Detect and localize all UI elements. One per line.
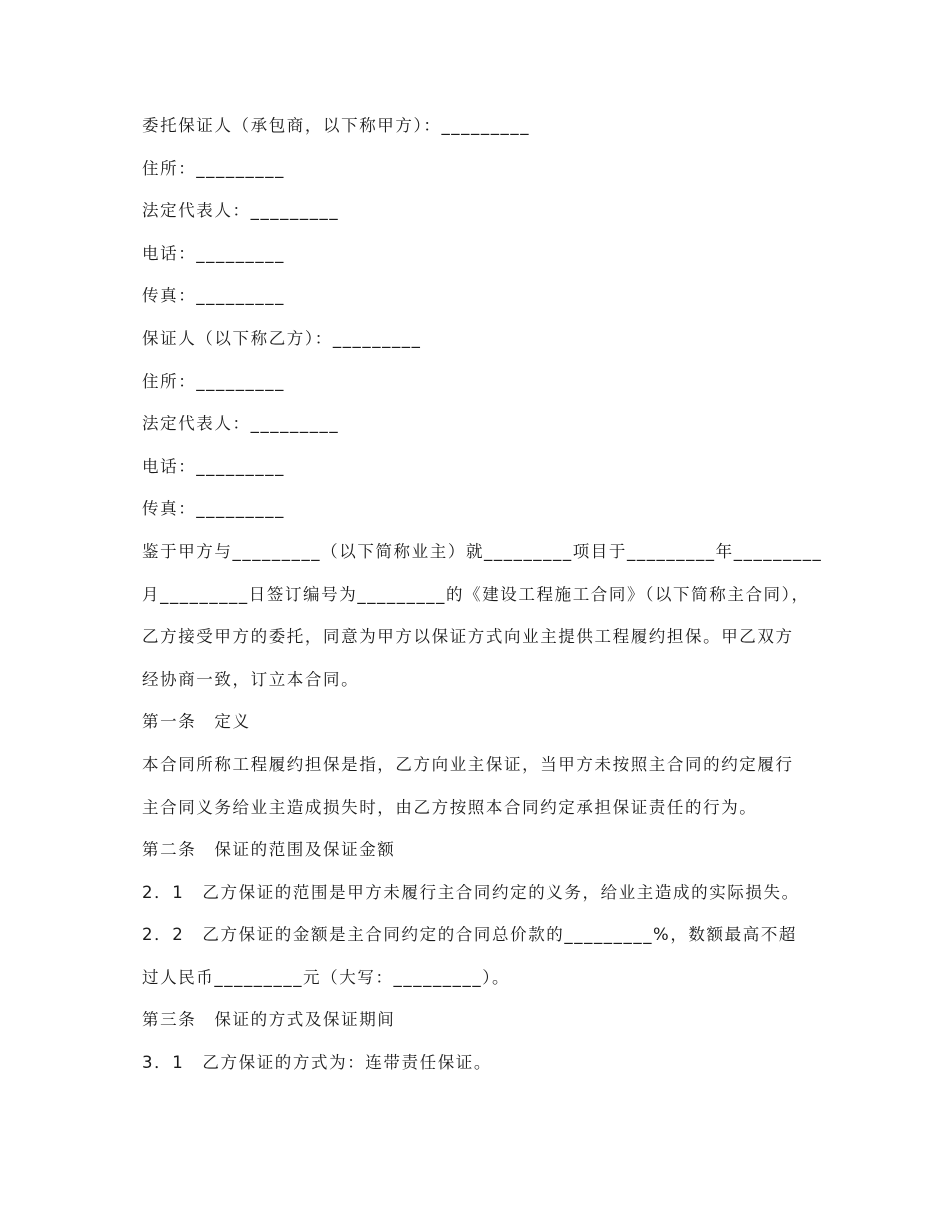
preamble-line-2: 月_________日签订编号为_________的《建设工程施工合同》（以下简称主合同）， <box>142 584 810 604</box>
article-1-text-2: 主合同义务给业主造成损失时，由乙方按照本合同约定承担保证责任的行为。 <box>142 797 758 817</box>
party-a-address: 住所：_________ <box>142 158 285 178</box>
article-2-heading: 第二条 保证的范围及保证金额 <box>142 840 396 860</box>
article-1-heading: 第一条 定义 <box>142 712 251 732</box>
clause-2-2-line-1: 2．2 乙方保证的金额是主合同约定的合同总价款的_________%，数额最高不超 <box>142 925 798 945</box>
article-3-heading: 第三条 保证的方式及保证期间 <box>142 1010 396 1030</box>
clause-2-2-line-2: 过人民币_________元（大写：_________）。 <box>142 967 511 987</box>
contract-body <box>142 107 822 1087</box>
preamble-line-4: 经协商一致，订立本合同。 <box>142 669 360 689</box>
clause-2-1: 2．1 乙方保证的范围是甲方未履行主合同约定的义务，给业主造成的实际损失。 <box>142 882 800 902</box>
party-b-phone: 电话：_________ <box>142 456 285 476</box>
party-a-line: 委托保证人（承包商，以下称甲方）：_________ <box>142 116 531 135</box>
party-b-representative: 法定代表人：_________ <box>142 414 340 434</box>
party-b-fax: 传真：_________ <box>142 499 285 519</box>
party-a-representative: 法定代表人：_________ <box>142 201 340 221</box>
party-a-fax: 传真：_________ <box>142 286 285 306</box>
clause-3-1: 3．1 乙方保证的方式为：连带责任保证。 <box>142 1053 492 1073</box>
preamble-line-3: 乙方接受甲方的委托，同意为甲方以保证方式向业主提供工程履约担保。甲乙双方 <box>142 627 794 647</box>
party-a-phone: 电话：_________ <box>142 243 285 263</box>
party-b-line: 保证人（以下称乙方）：_________ <box>142 328 422 348</box>
party-b-address: 住所：_________ <box>142 371 285 391</box>
article-1-text-1: 本合同所称工程履约担保是指，乙方向业主保证，当甲方未按照主合同的约定履行 <box>142 754 794 774</box>
preamble-line-1: 鉴于甲方与_________（以下简称业主）就_________项目于_________年_________ <box>142 541 823 561</box>
